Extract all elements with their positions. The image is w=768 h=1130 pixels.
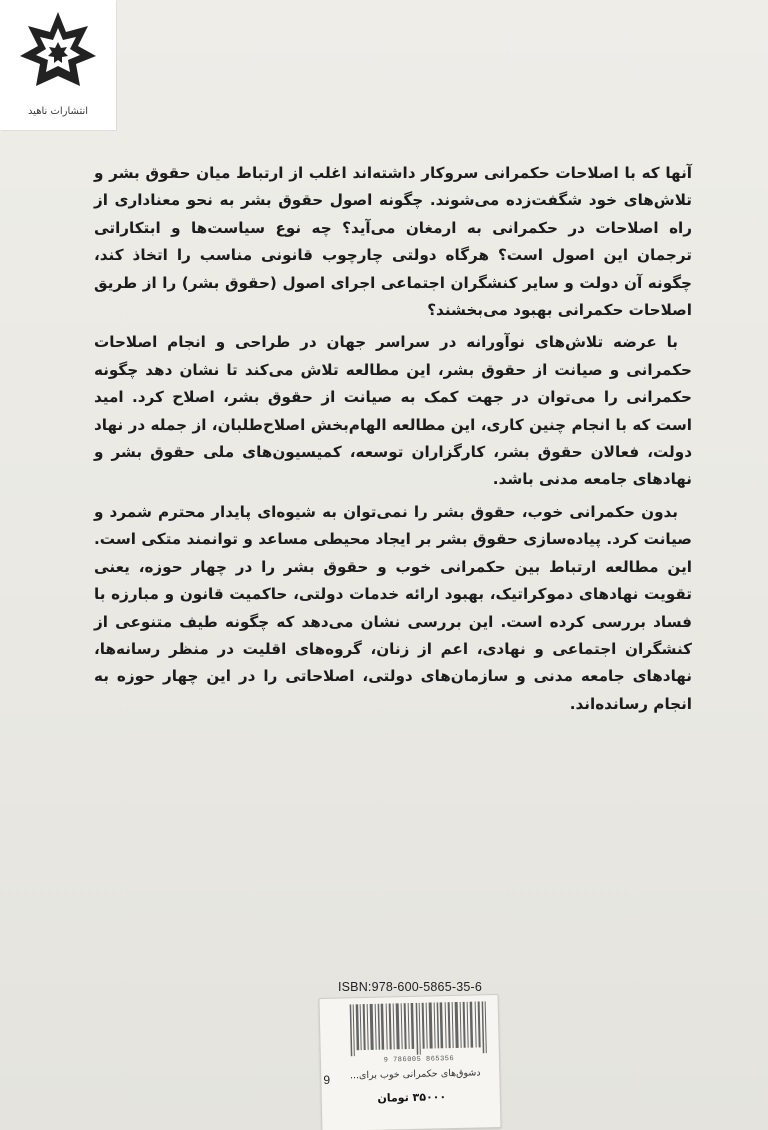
barcode-icon [348,1001,489,1056]
blurb-text [94,160,692,723]
isbn-label: ISBN:978-600-5865-35-6 [337,980,483,994]
blurb-paragraph: با عرضه تلاش‌های نوآورانه در سراسر جهان در طراحی و انجام اصلاحات حکمرانی و صیانت از حقوق بشر، این مطالعه تلاش می‌کند تا نشان دهد چگونه حکمرانی را می‌توان در جهت کمک به صیانت از حقوق بشر، اصلاح کرد. امید است که با انجام چنین کاری، این مطالعه الهام‌بخش اصلاح‌طلبان، از جمله در نهاد دولت، فعالان حقوق بشر، کارگزاران توسعه، کمیسیون‌های ملی حقوق بشر و نهادهای جامعه مدنی باشد. [94,333,692,489]
publisher-name: انتشارات ناهید [27,106,89,117]
price-sticker [319,994,502,1130]
sticker-number: 9 [323,1072,331,1087]
sticker-price: ۳۵۰۰۰ تومان [377,1090,447,1105]
publisher-logo-box [0,0,116,130]
barcode-digits: 9 786005 865356 [383,1054,455,1065]
blurb-paragraph: آنها که با اصلاحات حکمرانی سروکار داشته‌اند اغلب از ارتباط میان حقوق بشر و تلاش‌های خود شگفت‌زده می‌شوند. چگونه اصول حقوق بشر به نحو معناداری از راه اصلاحات در حکمرانی به ارمغان می‌آید؟ چه نوع سیاست‌ها و ابتکاراتی ترجمان این اصول است؟ هرگاه دولتی چارچوب قانونی مناسب را اتخاذ کند، چگونه آن دولت و سایر کنشگران اجتماعی اجرای اصول (حقوق بشر) را از طریق اصلاحات حکمرانی بهبود می‌بخشند؟ [94,164,692,320]
blurb-paragraph: بدون حکمرانی خوب، حقوق بشر را نمی‌توان به شیوه‌ای پایدار محترم شمرد و صیانت کرد. پیاده‌سازی حقوق بشر بر ایجاد محیطی مساعد و توانمند متکی است. این مطالعه ارتباط بین حکمرانی خوب و حقوق بشر را در چهار حوزه، یعنی تقویت نهادهای دموکراتیک، بهبود ارائه خدمات دولتی، حاکمیت قانون و مبارزه با فساد بررسی کرده است. این بررسی نشان می‌دهد که چگونه طیف متنوعی از کنشگران اجتماعی و نهادی، اعم از زنان، گروه‌های اقلیت در منظر رسانه‌ها، نهادهای جامعه مدنی و سازمان‌های دولتی، اصلاحاتی را در این چهار حوزه به انجام رسانده‌اند. [94,502,692,713]
star-emblem-icon [18,10,98,96]
sticker-book-title: دشوق‌های حکمرانی خوب برای... [349,1067,481,1082]
sticker-side-text [322,1006,346,1076]
